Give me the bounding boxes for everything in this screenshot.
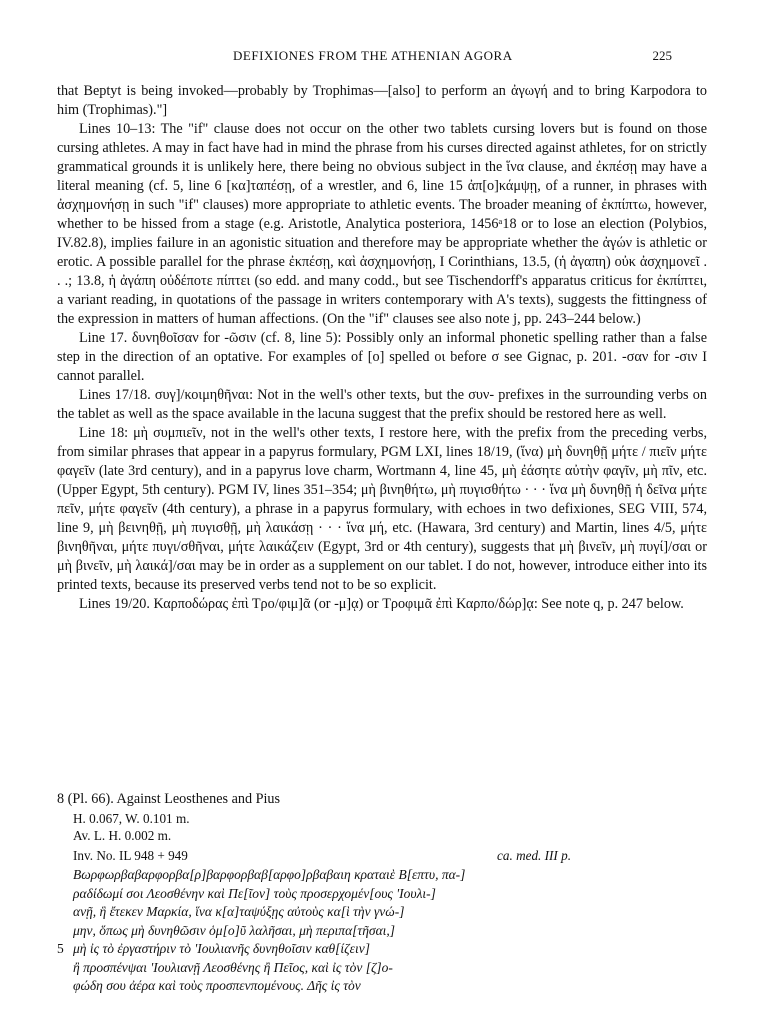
- page-number: 225: [652, 48, 672, 63]
- line-text: φώδη σου ἀέρα καὶ τοὺς προσπενπομένους. Δῆς ἰς τὸν: [73, 978, 361, 993]
- inventory-number: Inv. No. IL 948 + 949: [73, 848, 188, 863]
- entry-dimensions: H. 0.067, W. 0.101 m.: [73, 811, 190, 826]
- greek-text-line: [57, 885, 707, 904]
- catalog-entry-8: [57, 790, 707, 996]
- line-text: μὴ ἰς τὸ ἐργαστήριν τὸ 'Ιουλιανῆς δυνηθοῖσιν καθ[ίζειν]: [73, 941, 370, 956]
- greek-text-line: [57, 977, 707, 996]
- entry-heading: 8 (Pl. 66). Against Leosthenes and Pius: [57, 791, 281, 807]
- running-head: DEFIXIONES FROM THE ATHENIAN AGORA: [233, 48, 513, 63]
- commentary-body: [57, 82, 707, 614]
- line-text: ανῇ, ἣ ἔτεκεν Μαρκία, ἵνα κ[α]ταψύξῃς αὐτοὺς κα[ὶ τὴν γνώ-]: [73, 904, 405, 919]
- line-text: μην, ὅπως μὴ δυνηθῶσιν ὁμ[ο]ῦ λαλῆσαι, μὴ περιπα[τῆσαι,]: [73, 922, 396, 938]
- line-number: 5: [57, 941, 64, 956]
- paragraph-line-17: Line 17. δυνηθοῖσαν for -ῶσιν (cf. 8, line 5): Possibly only an informal phonetic spelling rather than a false step in the direction of an optative. For examples of [o] spelled οι before σ see Gignac, p. 201. -σαν for -σιν I cannot parallel.: [57, 330, 707, 384]
- greek-text-line: [57, 866, 707, 885]
- paragraph-lines-17-18: Lines 17/18. συγ]/κοιμηθῆναι: Not in the well's other texts, but the συν- prefixes in the surrounding verbs on the tablet as well as the space available in the lacuna suggest that the prefix should be restored here as well.: [57, 387, 707, 422]
- entry-letter-height: Av. L. H. 0.002 m.: [73, 828, 172, 843]
- entry-date: ca. med. III p.: [497, 848, 571, 863]
- greek-text-block: [57, 866, 707, 996]
- greek-text-line: [57, 940, 707, 959]
- greek-text-line: [57, 922, 707, 941]
- line-text: Βωρφωρβαβαρφορβα[ρ]βαρφορβαβ[αρφο]ρβαβαιη κραταιὲ Β[επτυ, πα-]: [73, 867, 466, 882]
- line-text: ἢ προσπένψαι 'Ιουλιανῇ Λεοσθένης ἢ Πεῖος, καὶ ἰς τὸν [ζ]ο-: [73, 959, 393, 975]
- greek-text-line: [57, 903, 707, 922]
- line-text: ραδίδωμί σοι Λεοσθένην καὶ Πε[ῖον] τοὺς προσερχομέν[ους 'Ιουλι-]: [73, 885, 436, 901]
- paragraph-lines-19-20: Lines 19/20. Καρποδώρας ἐπὶ Τρο/φιμ]ᾶ (or -μ]ᾳ) or Τροφιμᾶ ἐπὶ Καρπο/δώρ]ᾳ: See note q, p. 247 below.: [79, 596, 684, 612]
- paragraph-continuation: that Beptyt is being invoked—probably by Trophimas—[also] to perform an ἀγωγή and to bring Karpodora to him (Trophimas)."]: [57, 83, 707, 118]
- greek-text-line: [57, 959, 707, 978]
- paragraph-lines-10-13: Lines 10–13: The "if" clause does not occur on the other two tablets cursing lovers but is found on those cursing athletes. A may in fact have had in mind the phrase from his curses directed against athletes, for on strictly grammatical grounds it is unlikely here, there being no obvious subject in the ἵνα clause, and ἐκπέσῃ may have a literal meaning (cf. 5, line 6 [κα]ταπέσῃ, of a wrestler, and 6, line 15 ἀπ[ο]κάμψῃ, of a runner, in phrases with ἀσχημονήσῃ in such "if" clauses) more appropriate to athletic events. The broader meaning of ἐκπίπτω, however, whether to be hissed from a stage (e.g. Aristotle, Analytica posteriora, 1456ᵃ18 or to lose an election (Polybios, IV.82.8), implies failure in an agonistic situation and therefore may be appropriate whether the ἀγών is athletic or erotic. A possible parallel for the phrase ἐκπέσῃ, καὶ ἀσχημονήσῃ, I Corinthians, 13.5, (ἡ ἀγαπη) οὐκ ἀσχημονεῖ . . .; 13.8, ἡ ἀγάπη οὐδέποτε πίπτει (so edd. and many codd., but see Tischendorff's apparatus criticus for ἐκπίπτει, a variant reading, in quotations of the passage in writers contemporary with A's texts), suggests the fittingness of the expression in matters of human affections. (On the "if" clauses see also note j, pp. 243–244 below.): [57, 121, 707, 327]
- paragraph-line-18: Line 18: μὴ συμπιεῖν, not in the well's other texts, I restore here, with the prefix from the preceding verbs, from similar phrases that appear in a papyrus formulary, PGM LXI, lines 18/19, (ἵνα) μὴ δυνηθῇ μήτε / πιεῖν μήτε φαγεῖν (late 3rd century), and in a papyrus love charm, Wortmann 4, line 45, μὴ ἐάσητε αὐτὴν φαγῖν, μὴ πῖν, etc. (Upper Egypt, 5th century). PGM IV, lines 351–354; μὴ βινηθήτω, μὴ πυγισθήτω · · · ἵνα μὴ δυνηθῇ ἡ δεῖνα μήτε πεῖν, μήτε φαγεῖν (4th century), a phrase in a papyrus formulary, with echoes in two defixiones, SEG VIII, 574, line 9, μὴ βεινηθῇ, μὴ πυγισθῇ, μὴ λαικάσῃ · · · ἵνα μή, etc. (Hawara, 3rd century) and Martin, lines 4/5, μήτε βινηθῆναι, μήτε πυγι/σθῆναι, μήτε λαικάζειν (Egypt, 3rd or 4th century), suggests that μὴ βινεῖν, μὴ πυγί]/σαι or μὴ βινεῖν, μὴ λαικά]/σαι may be in order as a supplement on our tablet. I do not, however, introduce either into its printed texts, because its preserved verbs tend not to be so explicit.: [57, 425, 707, 593]
- inventory-line: [57, 847, 571, 864]
